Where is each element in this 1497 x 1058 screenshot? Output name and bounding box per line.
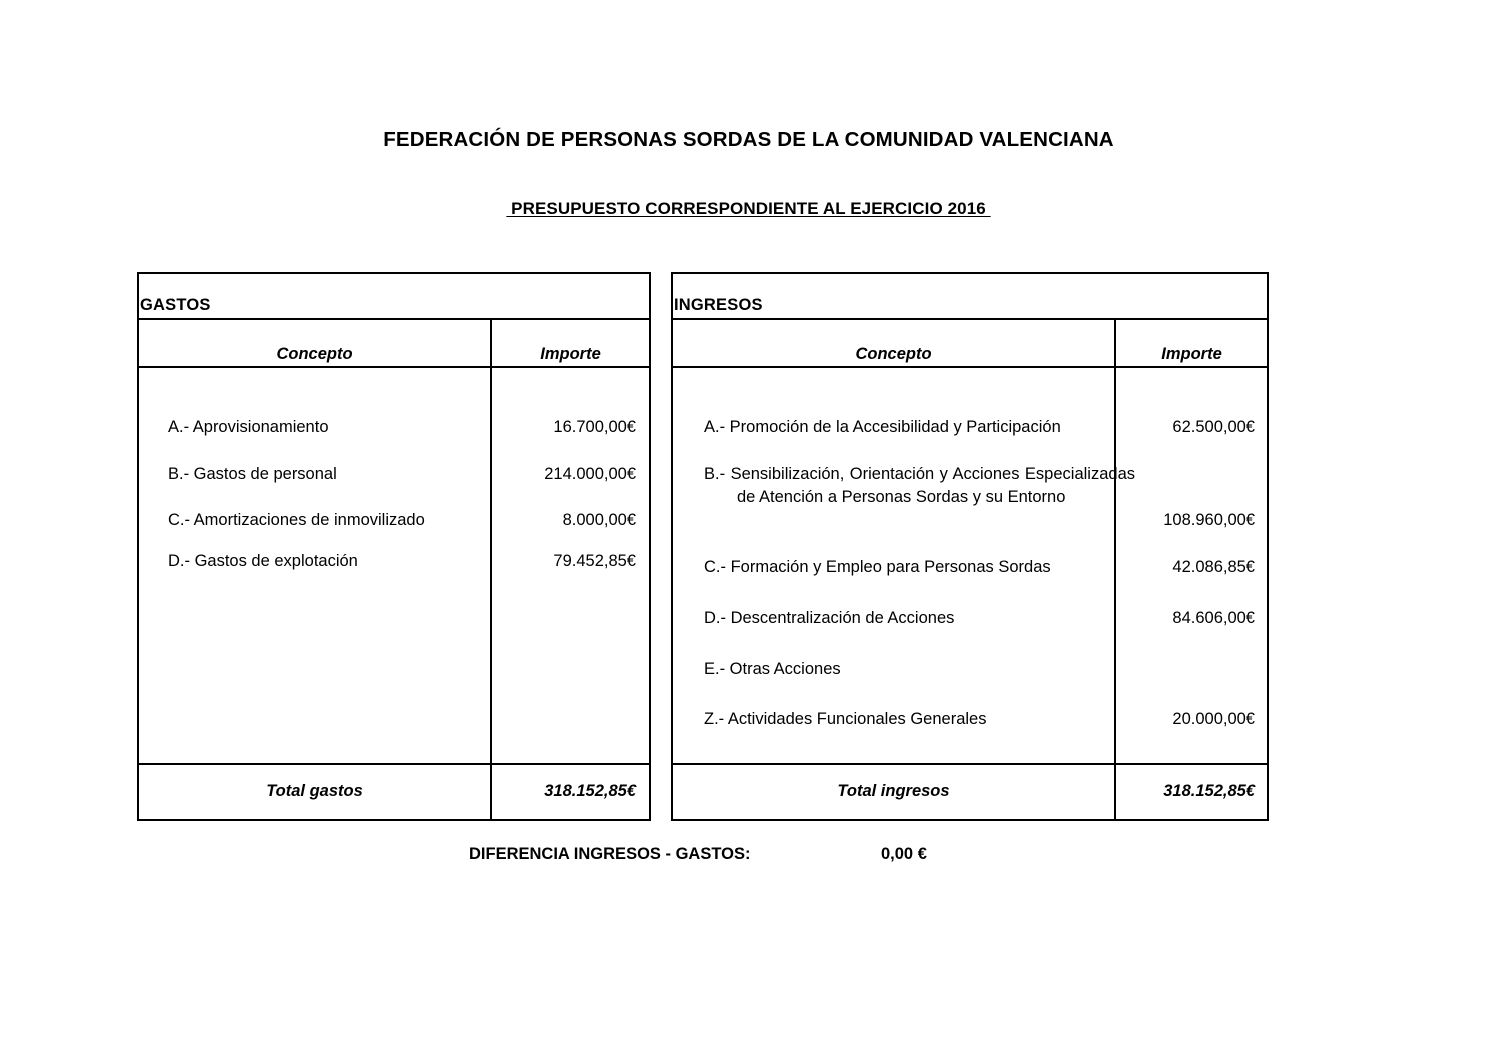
expenses-total-row xyxy=(139,763,649,819)
expenses-section-title: GASTOS xyxy=(140,296,211,314)
income-items-area xyxy=(673,368,1267,819)
page-subtitle-text: PRESUPUESTO CORRESPONDIENTE AL EJERCICIO 2016 xyxy=(506,199,991,218)
difference-label: DIFERENCIA INGRESOS - GASTOS: xyxy=(469,845,751,863)
expenses-section-header xyxy=(139,274,649,320)
expenses-column-header-amount: Importe xyxy=(540,345,601,363)
income-column-header-concept: Concepto xyxy=(855,345,932,363)
expenses-column-headers xyxy=(139,320,649,368)
income-section-title: INGRESOS xyxy=(674,296,763,314)
income-section-header xyxy=(673,274,1267,320)
expenses-item-concept: B.- Gastos de personal xyxy=(168,465,337,483)
difference-value: 0,00 € xyxy=(881,845,927,863)
expenses-table xyxy=(137,272,651,821)
expenses-total-label: Total gastos xyxy=(266,782,363,800)
income-item-amount: 42.086,85€ xyxy=(1172,558,1255,576)
expenses-total-value: 318.152,85€ xyxy=(544,782,636,800)
page-title: FEDERACIÓN DE PERSONAS SORDAS DE LA COMUNIDAD VALENCIANA xyxy=(383,128,1114,151)
income-item-concept: D.- Descentralización de Acciones xyxy=(704,609,955,627)
difference-row xyxy=(469,845,1169,871)
income-item-amount: 84.606,00€ xyxy=(1172,609,1255,627)
expenses-item-amount: 79.452,85€ xyxy=(553,552,636,570)
income-item-concept: C.- Formación y Empleo para Personas Sordas xyxy=(704,558,1051,576)
expenses-column-header-concept: Concepto xyxy=(276,345,353,363)
income-item-amount: 62.500,00€ xyxy=(1172,418,1255,436)
expenses-item-amount: 16.700,00€ xyxy=(553,418,636,436)
expenses-items-area xyxy=(139,368,649,819)
expenses-item-concept: A.- Aprovisionamiento xyxy=(168,418,329,436)
income-total-label: Total ingresos xyxy=(837,782,950,800)
income-item-concept: B.- Sensibilización, Orientación y Acciones Especializadas de Atención a Personas Sordas y su Entorno xyxy=(704,465,1140,506)
income-item-concept: Z.- Actividades Funcionales Generales xyxy=(704,710,987,728)
income-item-amount: 108.960,00€ xyxy=(1163,511,1255,529)
income-item-concept: A.- Promoción de la Accesibilidad y Participación xyxy=(704,418,1061,436)
expenses-item-concept: D.- Gastos de explotación xyxy=(168,552,358,570)
income-item-concept: E.- Otras Acciones xyxy=(704,660,841,678)
income-column-header-amount: Importe xyxy=(1161,345,1222,363)
income-table xyxy=(671,272,1269,821)
income-column-headers xyxy=(673,320,1267,368)
page-subtitle xyxy=(0,199,1497,219)
income-total-value: 318.152,85€ xyxy=(1163,782,1255,800)
expenses-item-amount: 214.000,00€ xyxy=(544,465,636,483)
expenses-item-concept: C.- Amortizaciones de inmovilizado xyxy=(168,511,425,529)
income-total-row xyxy=(673,763,1267,819)
income-item-amount: 20.000,00€ xyxy=(1172,710,1255,728)
expenses-item-amount: 8.000,00€ xyxy=(562,511,636,529)
